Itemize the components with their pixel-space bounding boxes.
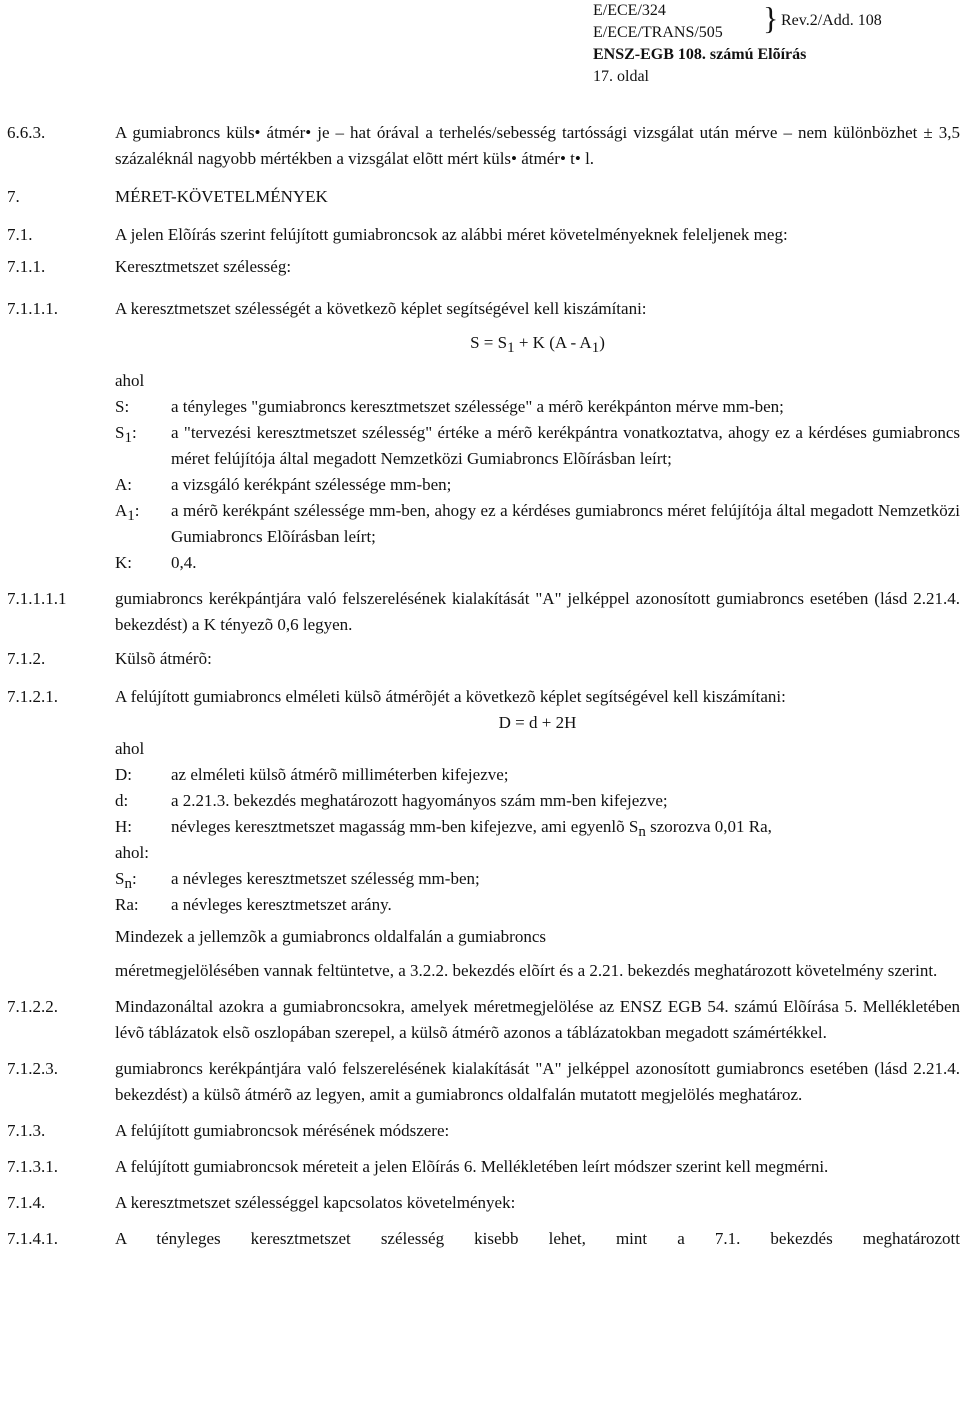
note-line: Mindezek a jellemzõk a gumiabroncs oldalfalán a gumiabroncs <box>115 927 546 946</box>
where-label: ahol <box>115 739 145 758</box>
where-label: ahol: <box>115 843 149 862</box>
regulation-title: ENSZ-EGB 108. számú Elõírás <box>593 46 807 63</box>
symbol: $S_1$: <box>115 423 137 446</box>
where-label: ahol <box>115 371 145 390</box>
definition-d <box>115 788 960 814</box>
paragraph-text: Külsõ átmérõ: <box>115 649 212 668</box>
symbol: H: <box>115 817 132 836</box>
paragraph-number: 7.1.4.1. <box>7 1229 58 1248</box>
header-brace: } <box>763 0 779 36</box>
paragraph-text: A tényleges keresztmetszet szélesség kisebb lehet, mint a 7.1. bekezdés meghatározott <box>115 1229 960 1248</box>
paragraph-text: Keresztmetszet szélesség: <box>115 257 292 276</box>
symbol: Ra: <box>115 895 139 914</box>
definition-text: névleges keresztmetszet magasság mm-ben kifejezve, ami egyenlõ $S_n$ szorozva 0,01 Ra, <box>171 817 772 840</box>
definition-text: a tényleges "gumiabroncs keresztmetszet szélessége" a mérõ kerékpánton mérve mm-ben; <box>171 397 784 416</box>
paragraph-text: Mindazonáltal azokra a gumiabroncsokra, amelyek méretmegjelölése az ENSZ EGB 54. számú Elõírása 5. Mellékletében lévõ táblázatok elsõ oszlopában szerepel, a külsõ átmérõ azonos a táblázatokban megadott számértékkel. <box>115 997 960 1042</box>
section-7-heading <box>7 184 960 210</box>
formula-diameter: D = d + 2H <box>498 713 577 732</box>
paragraph-7-1-2-2 <box>7 994 960 1046</box>
paragraph-text: A jelen Elõírás szerint felújított gumiabroncsok az alábbi méret követelményeknek feleljenek meg: <box>115 225 788 244</box>
paragraph-7-1-4 <box>7 1190 960 1216</box>
definition-text: a vizsgáló kerékpánt szélessége mm-ben; <box>171 475 452 494</box>
definition-A1 <box>115 498 960 550</box>
doc-symbol-1: E/ECE/324 <box>593 2 666 19</box>
paragraph-6-6-3 <box>7 120 960 172</box>
definition-S <box>115 394 960 420</box>
section-title: MÉRET-KÖVETELMÉNYEK <box>115 187 328 206</box>
definition-text: a 2.21.3. bekezdés meghatározott hagyományos szám mm-ben kifejezve; <box>171 791 668 810</box>
definition-text: az elméleti külsõ átmérõ milliméterben kifejezve; <box>171 765 509 784</box>
definitions-width <box>7 368 960 576</box>
paragraph-7-1-3 <box>7 1118 960 1144</box>
paragraph-text: A keresztmetszet szélességgel kapcsolatos követelmények: <box>115 1193 516 1212</box>
paragraph-7-1-1-1 <box>7 296 960 322</box>
paragraph-7-1-1-1-1 <box>7 586 960 638</box>
paragraph-text: A felújított gumiabroncsok méreteit a jelen Elõírás 6. Mellékletében leírt módszer szerint kell megmérni. <box>115 1157 829 1176</box>
paragraph-number: 7.1.1.1.1 <box>7 589 67 608</box>
note-paragraph: méretmegjelölésében vannak feltüntetve, a 3.2.2. bekezdés elõírt és a 2.21. bekezdés meghatározott követelmény szerint. <box>115 961 938 980</box>
symbol: S: <box>115 397 130 416</box>
paragraph-7-1-2-1 <box>7 684 960 710</box>
definition-D <box>115 762 960 788</box>
paragraph-number: 6.6.3. <box>7 123 46 142</box>
document-header <box>593 0 882 88</box>
paragraph-7-1 <box>7 222 960 248</box>
symbol: D: <box>115 765 132 784</box>
revision-label: Rev.2/Add. 108 <box>781 12 882 29</box>
definition-H <box>115 814 960 840</box>
symbol: A: <box>115 475 132 494</box>
paragraph-number: 7.1.3.1. <box>7 1157 58 1176</box>
paragraph-number: 7.1.3. <box>7 1121 46 1140</box>
document-body <box>7 120 960 1252</box>
paragraph-7-1-3-1 <box>7 1154 960 1180</box>
definition-S1 <box>115 420 960 472</box>
paragraph-text: A felújított gumiabroncsok mérésének módszere: <box>115 1121 450 1140</box>
paragraph-7-1-4-1 <box>7 1226 960 1252</box>
definition-A <box>115 472 960 498</box>
page-number: 17. oldal <box>593 68 649 85</box>
paragraph-number: 7. <box>7 187 20 206</box>
paragraph-number: 7.1.4. <box>7 1193 46 1212</box>
paragraph-text: A gumiabroncs küls• átmér• je – hat órával a terhelés/sebesség tartóssági vizsgálat után mérve – nem különbözhet ± 3,5 százaléknál nagyobb mértékben a vizsgálat elõtt mért küls• átmér• t• l. <box>115 123 960 168</box>
paragraph-number: 7.1.2.2. <box>7 997 58 1016</box>
symbol: $A_1$: <box>115 501 140 524</box>
definition-text: a névleges keresztmetszet arány. <box>171 895 392 914</box>
definition-text: 0,4. <box>171 553 197 572</box>
paragraph-number: 7.1.2. <box>7 649 46 668</box>
paragraph-7-1-1 <box>7 254 960 280</box>
paragraph-text: A keresztmetszet szélességét a következõ képlet segítségével kell kiszámítani: <box>115 299 647 318</box>
paragraph-number: 7.1. <box>7 225 33 244</box>
paragraph-number: 7.1.1.1. <box>7 299 58 318</box>
symbol: d: <box>115 791 129 810</box>
definitions-diameter <box>7 736 960 984</box>
definition-text: a mérõ kerékpánt szélessége mm-ben, ahogy ez a kérdéses gumiabroncs méret felújítója által megadott Nemzetközi Gumiabroncs Elõírásban leírt; <box>171 501 960 546</box>
paragraph-number: 7.1.1. <box>7 257 46 276</box>
definition-K <box>115 550 960 576</box>
formula-width: $S = S_1 + K$ $(A - A_1)$ <box>470 333 605 356</box>
definition-text: a "tervezési keresztmetszet szélesség" értéke a mérõ kerékpántra vonatkoztatva, ahogy ez a kérdéses gumiabroncs méret felújítója által megadott Nemzetközi Gumiabroncs Elõírásban leírt; <box>171 423 960 468</box>
paragraph-text: gumiabroncs kerékpántjára való felszerelésének kialakítását "A" jelképpel azonosított gumiabroncs esetében (lásd 2.21.4. bekezdést) a K tényezõ 0,6 legyen. <box>115 589 960 634</box>
paragraph-text: A felújított gumiabroncs elméleti külsõ átmérõjét a következõ képlet segítségével kell kiszámítani: <box>115 687 786 706</box>
symbol: $S_n$: <box>115 869 137 892</box>
symbol: K: <box>115 553 132 572</box>
doc-symbol-2: E/ECE/TRANS/505 <box>593 24 723 41</box>
definition-text: a névleges keresztmetszet szélesség mm-ben; <box>171 869 480 888</box>
paragraph-text: gumiabroncs kerékpántjára való felszerelésének kialakítását "A" jelképpel azonosított gumiabroncs esetében (lásd 2.21.4. bekezdést) a külsõ átmérõ az legyen, amit a gumiabroncs oldalfalán mutatott megjelölés meghatároz. <box>115 1059 960 1104</box>
paragraph-7-1-2 <box>7 646 960 672</box>
paragraph-number: 7.1.2.3. <box>7 1059 58 1078</box>
definition-Sn <box>115 866 960 892</box>
paragraph-7-1-2-3 <box>7 1056 960 1108</box>
paragraph-number: 7.1.2.1. <box>7 687 58 706</box>
definition-Ra <box>115 892 960 918</box>
